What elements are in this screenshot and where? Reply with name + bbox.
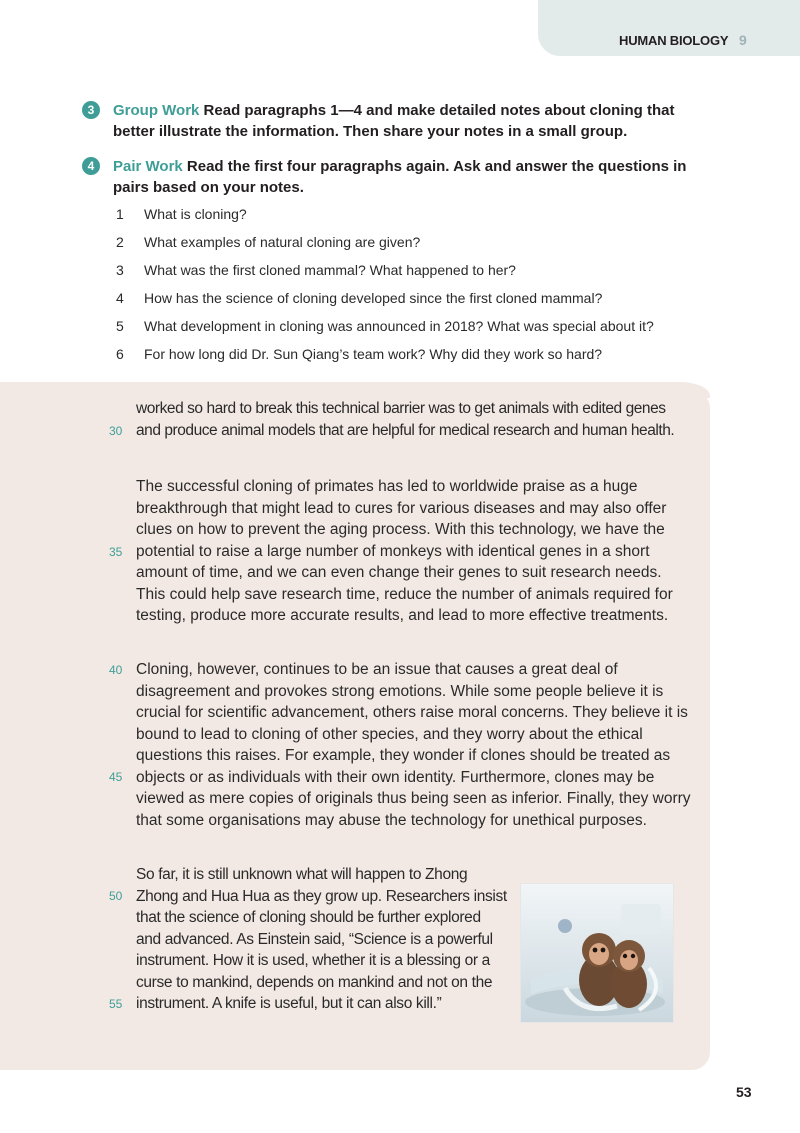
question-number: 5 [116, 318, 124, 334]
line-number: 30 [109, 424, 123, 438]
task-kind: Pair Work [113, 158, 183, 175]
question-list [116, 204, 736, 372]
question-number: 2 [116, 234, 124, 250]
list-item [116, 344, 736, 372]
task-instruction-text: Read the first four paragraphs again. Ask and answer the questions in pairs based on your notes. [113, 158, 687, 196]
question-text: What examples of natural cloning are given? [144, 234, 421, 250]
line-number: 55 [109, 997, 123, 1011]
page-number: 53 [736, 1084, 752, 1100]
task-badge: 3 [82, 101, 100, 119]
reading-paragraph-1: worked so hard to break this technical barrier was to get animals with edited genes and produce animal models that are helpful for medical research and human health. [136, 400, 675, 439]
question-text: What development in cloning was announced in 2018? What was special about it? [144, 318, 654, 334]
line-number: 40 [109, 663, 123, 677]
reading-paragraph-4: So far, it is still unknown what will happen to Zhong Zhong and Hua Hua as they grow up. Researchers insist that the science of cloning should be further explored and advanced. As Einstein said, “Science is a powerful instrument. How it is used, whether it is a blessing or a curse to mankind, depends on mankind and not on the instrument. A knife is useful, but it can also kill.” [136, 866, 507, 1012]
task-instruction [113, 156, 713, 198]
task-instruction-text: Read paragraphs 1—4 and make detailed notes about cloning that better illustrate the information. Then share your notes in a small group. [113, 102, 675, 140]
question-number: 1 [116, 206, 124, 222]
question-number: 3 [116, 262, 124, 278]
question-text: What is cloning? [144, 206, 247, 222]
list-item [116, 232, 736, 260]
list-item [116, 260, 736, 288]
question-number: 6 [116, 346, 124, 362]
list-item [116, 316, 736, 344]
task-badge: 4 [82, 157, 100, 175]
list-item [116, 288, 736, 316]
task-kind: Group Work [113, 102, 200, 119]
line-number: 35 [109, 545, 123, 559]
line-number: 45 [109, 770, 123, 784]
cloned-monkeys-photo [520, 883, 674, 1023]
question-number: 4 [116, 290, 124, 306]
reading-paragraph-3: Cloning, however, continues to be an issue that causes a great deal of disagreement and provokes strong emotions. While some people believe it is crucial for scientific advancement, others raise moral concerns. They believe it is bound to lead to cloning of other species, and they worry about the ethical questions this raises. For example, they wonder if clones should be treated as objects or as individuals with their own identity. Furthermore, clones may be viewed as mere copies of originals thus being seen as inferior. Finally, they worry that some organisations may abuse the technology for unethical purposes. [136, 661, 691, 829]
question-text: For how long did Dr. Sun Qiang’s team work? Why did they work so hard? [144, 346, 603, 362]
unit-number: 9 [739, 32, 747, 48]
line-number: 50 [109, 889, 123, 903]
unit-title: HUMAN BIOLOGY [619, 33, 729, 48]
question-text: How has the science of cloning developed since the first cloned mammal? [144, 290, 603, 306]
reading-paragraph-2: The successful cloning of primates has led to worldwide praise as a huge breakthrough that might lead to cures for various diseases and may also offer clues on how to prevent the aging process. With this technology, we have the potential to raise a large number of monkeys with identical genes in a short amount of time, and we can even change their genes to suit research needs. This could help save research time, reduce the number of animals required for testing, produce more accurate results, and lead to more effective treatments. [136, 478, 673, 624]
question-text: What was the first cloned mammal? What happened to her? [144, 262, 516, 278]
task-instruction [113, 100, 713, 142]
list-item [116, 204, 736, 232]
monkeys-illustration [521, 884, 673, 1022]
